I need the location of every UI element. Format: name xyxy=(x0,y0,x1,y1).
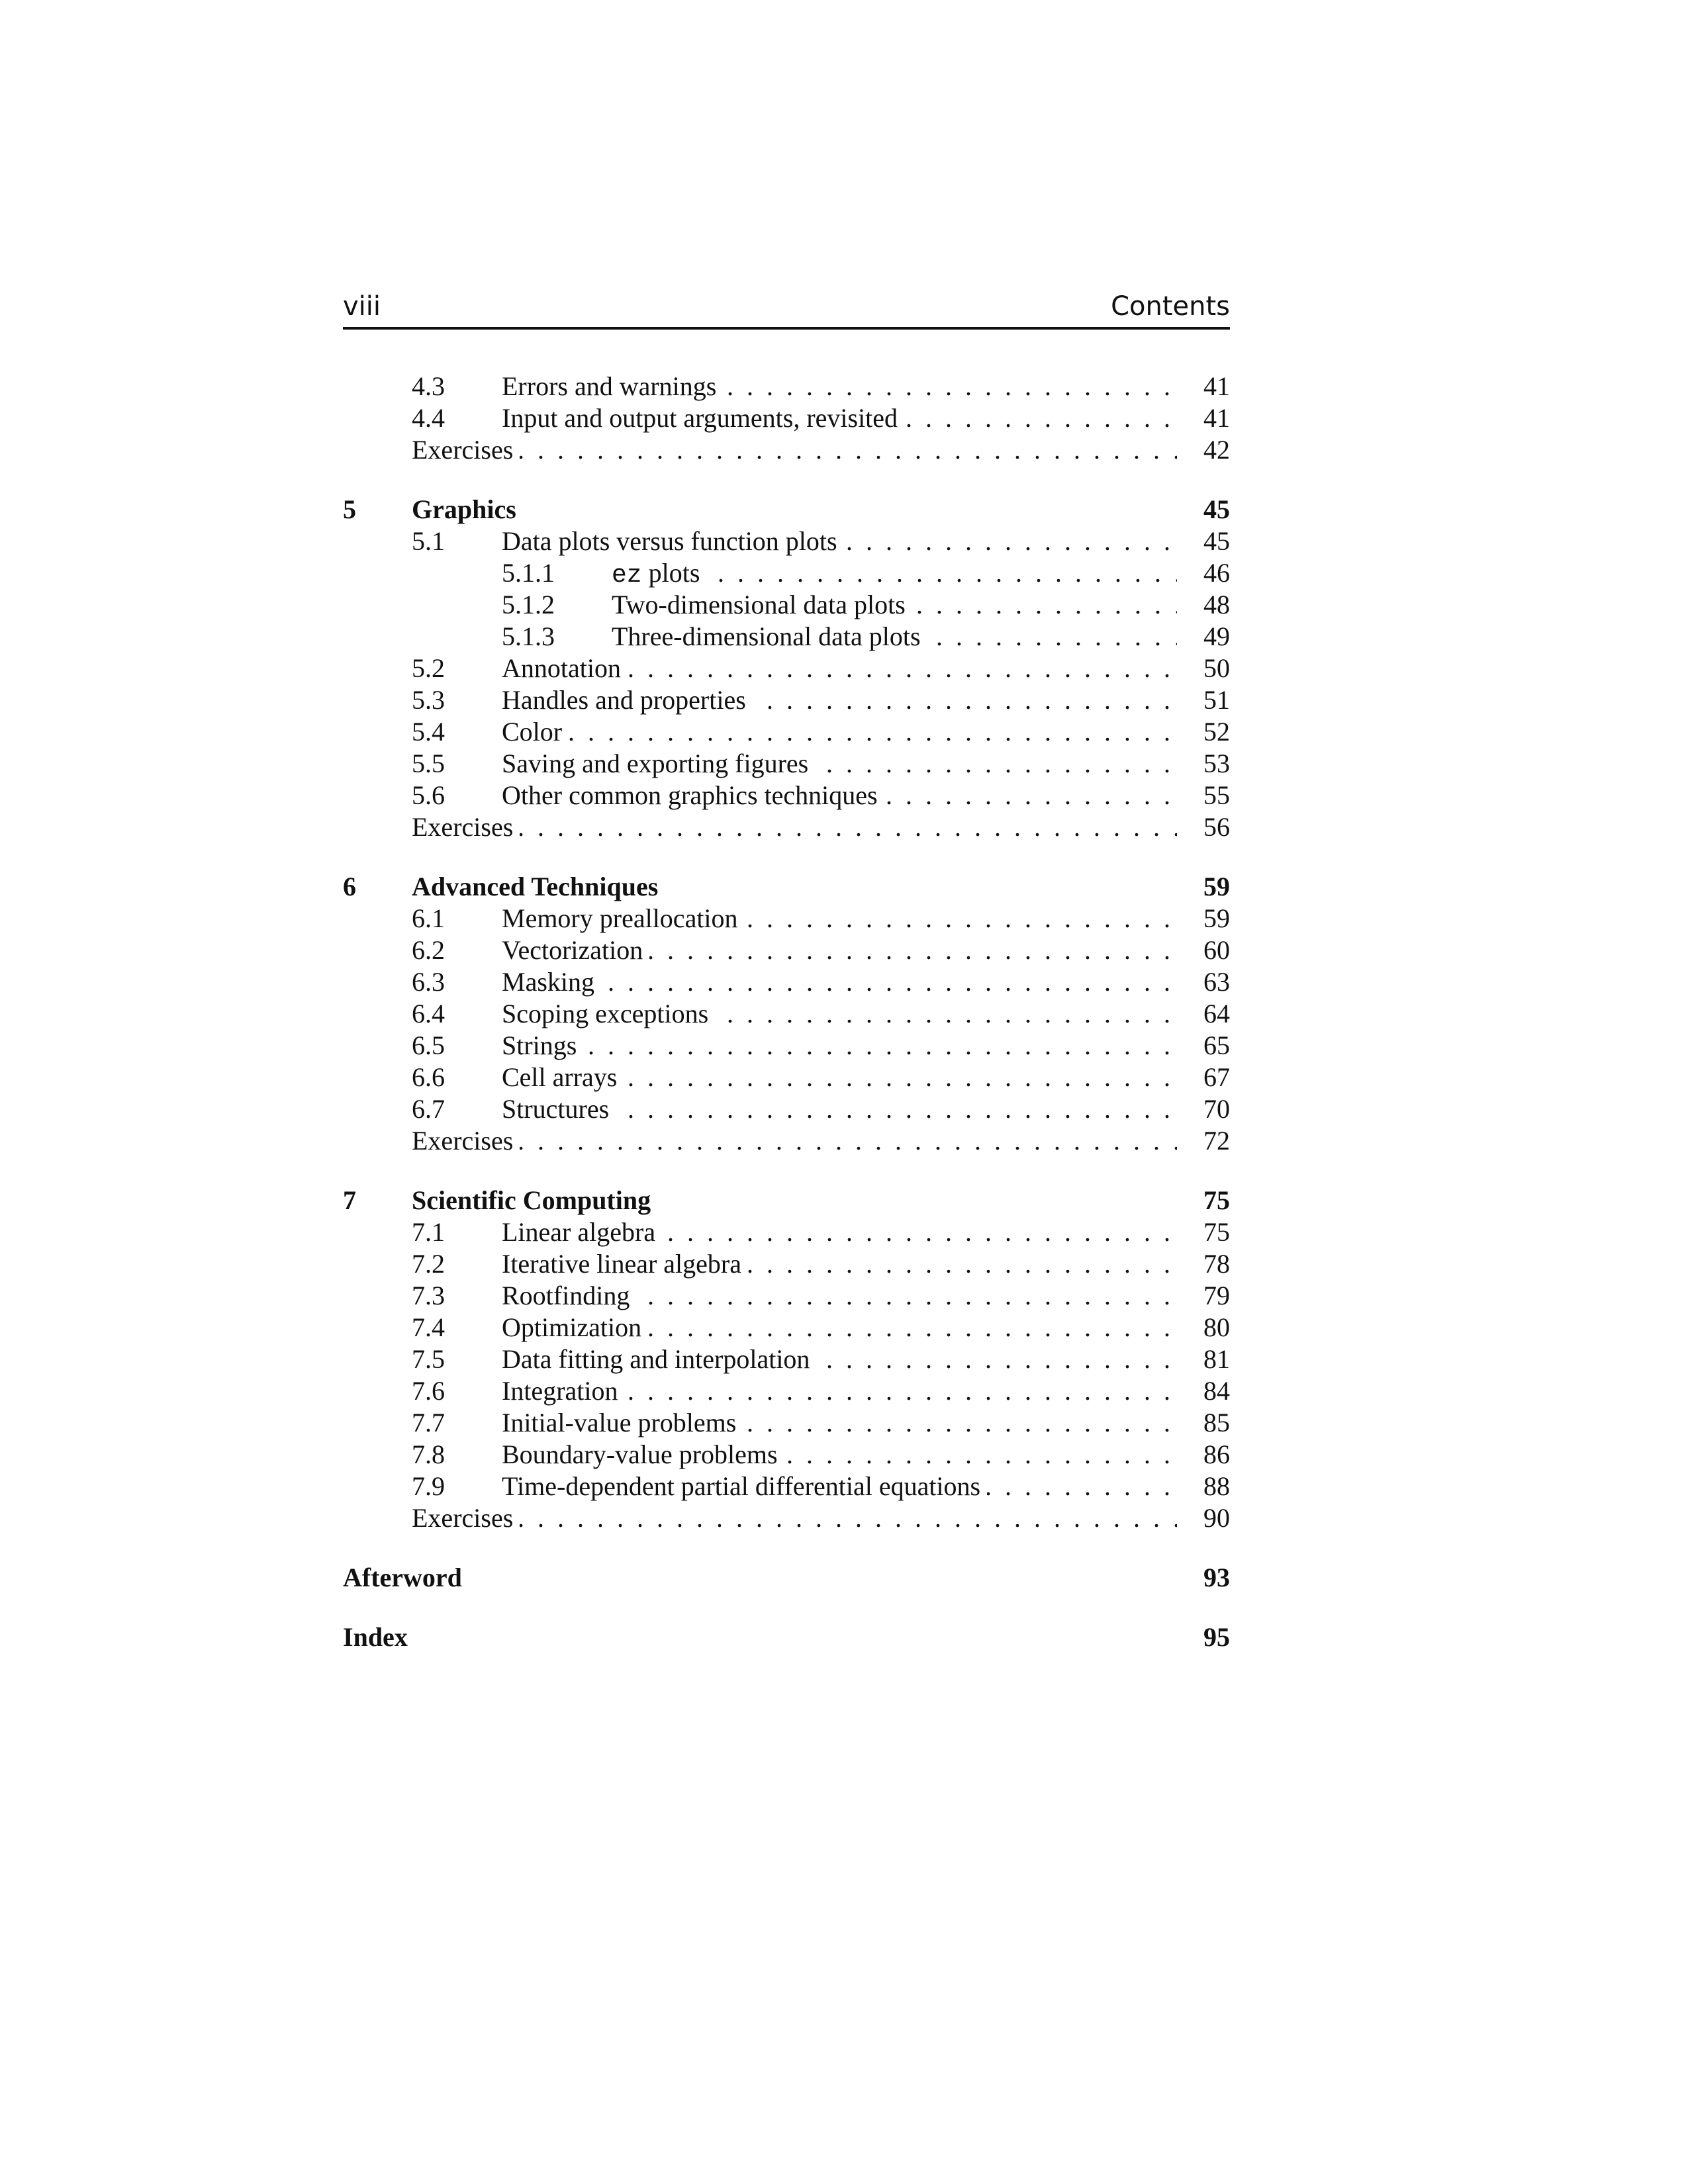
page-number: 79 xyxy=(1184,1280,1230,1312)
section-number: 5.2 xyxy=(412,653,445,683)
page-number: 45 xyxy=(1184,525,1230,557)
section-title: Iterative linear algebra xyxy=(502,1249,748,1279)
toc-entry-5-2[interactable] xyxy=(343,653,1230,684)
subsection-title: Three-dimensional data plots xyxy=(612,621,927,651)
section-number: 4.4 xyxy=(412,403,445,433)
section-title: Data plots versus function plots xyxy=(502,526,844,556)
page-number: 49 xyxy=(1184,621,1230,653)
section-number: 7.9 xyxy=(412,1471,445,1501)
section-number: 4.3 xyxy=(412,371,445,401)
section-title: Time-dependent partial differential equations xyxy=(502,1471,987,1501)
toc-entry-5-4[interactable] xyxy=(343,716,1230,748)
section-number: 5.1 xyxy=(412,526,445,556)
backmatter-title: Index xyxy=(343,1622,408,1652)
page-number: 75 xyxy=(1184,1216,1230,1248)
page-number: 64 xyxy=(1184,998,1230,1030)
toc-entry-6-6[interactable] xyxy=(343,1062,1230,1093)
page-number: 90 xyxy=(1184,1502,1230,1534)
section-number: 5.4 xyxy=(412,717,445,747)
page-number: 72 xyxy=(1184,1125,1230,1157)
toc-index[interactable] xyxy=(343,1621,1230,1653)
toc-entry-7-6[interactable] xyxy=(343,1375,1230,1407)
page-number: 67 xyxy=(1184,1062,1230,1093)
section-title: Masking xyxy=(502,967,601,997)
page-number: 45 xyxy=(1193,494,1230,525)
toc-entry-exercises-4[interactable] xyxy=(343,434,1230,466)
page-number: 60 xyxy=(1184,934,1230,966)
toc-entry-4-3[interactable] xyxy=(343,371,1230,402)
toc-entry-6-3[interactable] xyxy=(343,966,1230,998)
toc-entry-exercises-5[interactable] xyxy=(343,811,1230,843)
page-number: 50 xyxy=(1184,653,1230,684)
backmatter-title: Afterword xyxy=(343,1563,462,1592)
section-number: 6.6 xyxy=(412,1062,445,1092)
section-title: Rootfinding xyxy=(502,1281,636,1310)
toc-entry-5-1-3[interactable] xyxy=(343,621,1230,653)
subsection-number: 5.1.1 xyxy=(502,558,555,588)
section-title: Integration xyxy=(502,1376,625,1406)
subsection-number: 5.1.3 xyxy=(502,621,555,651)
toc-entry-6-2[interactable] xyxy=(343,934,1230,966)
section-number: 6.1 xyxy=(412,903,445,933)
toc-entry-5-1-2[interactable] xyxy=(343,589,1230,621)
page-number: 86 xyxy=(1184,1439,1230,1471)
table-of-contents xyxy=(343,371,1230,1653)
section-title: Scoping exceptions xyxy=(502,999,715,1028)
section-title: Handles and properties xyxy=(502,685,753,715)
page-number: 55 xyxy=(1184,780,1230,811)
section-title: Exercises xyxy=(412,812,520,842)
page-number: 52 xyxy=(1184,716,1230,748)
page-number: 75 xyxy=(1193,1185,1230,1216)
toc-entry-exercises-7[interactable] xyxy=(343,1502,1230,1534)
section-title: Structures xyxy=(502,1094,616,1124)
section-title: Initial-value problems xyxy=(502,1408,743,1437)
page-number: 93 xyxy=(1193,1562,1230,1594)
section-title: Vectorization xyxy=(502,935,649,965)
toc-entry-5-3[interactable] xyxy=(343,684,1230,716)
page-number: 41 xyxy=(1184,402,1230,434)
toc-entry-exercises-6[interactable] xyxy=(343,1125,1230,1157)
section-number: 5.5 xyxy=(412,749,445,778)
section-title: Other common graphics techniques xyxy=(502,780,884,810)
section-number: 6.5 xyxy=(412,1030,445,1060)
toc-entry-5-1[interactable] xyxy=(343,525,1230,557)
page-number: 56 xyxy=(1184,811,1230,843)
page-number: 70 xyxy=(1184,1093,1230,1125)
page-number: 63 xyxy=(1184,966,1230,998)
section-number: 5.3 xyxy=(412,685,445,715)
section-number: 6.2 xyxy=(412,935,445,965)
section-title: Strings xyxy=(502,1030,583,1060)
section-number: 7.7 xyxy=(412,1408,445,1437)
section-title: Linear algebra xyxy=(502,1217,662,1247)
section-number: 7.6 xyxy=(412,1376,445,1406)
page-number: 59 xyxy=(1193,871,1230,903)
toc-entry-5-1-1[interactable] xyxy=(343,557,1230,589)
toc-entry-7-9[interactable] xyxy=(343,1471,1230,1502)
toc-entry-6-1[interactable] xyxy=(343,903,1230,934)
subsection-number: 5.1.2 xyxy=(502,590,555,619)
section-title: Exercises xyxy=(412,435,520,465)
section-title: Color xyxy=(502,717,569,747)
toc-entry-7-5[interactable] xyxy=(343,1343,1230,1375)
toc-afterword[interactable] xyxy=(343,1562,1230,1594)
subsection-title-text: plots xyxy=(641,558,700,588)
toc-entry-7-4[interactable] xyxy=(343,1312,1230,1343)
page-number: 88 xyxy=(1184,1471,1230,1502)
running-head xyxy=(343,290,1230,324)
page-number: 85 xyxy=(1184,1407,1230,1439)
toc-entry-7-7[interactable] xyxy=(343,1407,1230,1439)
toc-entry-4-4[interactable] xyxy=(343,402,1230,434)
toc-entry-5-5[interactable] xyxy=(343,748,1230,780)
section-number: 6.4 xyxy=(412,999,445,1028)
page-number: 80 xyxy=(1184,1312,1230,1343)
section-number: 7.5 xyxy=(412,1344,445,1374)
book-page xyxy=(343,0,1230,2184)
toc-entry-6-4[interactable] xyxy=(343,998,1230,1030)
toc-entry-6-7[interactable] xyxy=(343,1093,1230,1125)
toc-chapter-6[interactable] xyxy=(343,871,1230,903)
section-number: 7.4 xyxy=(412,1312,445,1342)
section-number: 6.3 xyxy=(412,967,445,997)
section-number: 6.7 xyxy=(412,1094,445,1124)
section-title: Data fitting and interpolation xyxy=(502,1344,816,1374)
section-title: Errors and warnings xyxy=(502,371,723,401)
section-number: 5.6 xyxy=(412,780,445,810)
section-title: Memory preallocation xyxy=(502,903,745,933)
page-number: 95 xyxy=(1193,1621,1230,1653)
section-title: Optimization xyxy=(502,1312,648,1342)
toc-entry-7-3[interactable] xyxy=(343,1280,1230,1312)
subsection-title: Two-dimensional data plots xyxy=(612,590,912,619)
subsection-title xyxy=(612,558,706,588)
page-number: 46 xyxy=(1184,557,1230,589)
toc-entry-7-1[interactable] xyxy=(343,1216,1230,1248)
page-number: 53 xyxy=(1184,748,1230,780)
chapter-title: Graphics xyxy=(412,494,516,524)
page-folio: viii xyxy=(343,291,381,322)
chapter-number: 6 xyxy=(343,872,356,901)
page-number: 65 xyxy=(1184,1030,1230,1062)
toc-chapter-7[interactable] xyxy=(343,1185,1230,1216)
page-number: 51 xyxy=(1184,684,1230,716)
toc-entry-6-5[interactable] xyxy=(343,1030,1230,1062)
toc-entry-7-8[interactable] xyxy=(343,1439,1230,1471)
toc-entry-5-6[interactable] xyxy=(343,780,1230,811)
page-number: 42 xyxy=(1184,434,1230,466)
running-head-title: Contents xyxy=(1111,291,1230,322)
page-number: 41 xyxy=(1184,371,1230,402)
section-number: 7.8 xyxy=(412,1439,445,1469)
page-number: 59 xyxy=(1184,903,1230,934)
chapter-number: 5 xyxy=(343,494,356,524)
chapter-title: Advanced Techniques xyxy=(412,872,659,901)
section-title: Boundary-value problems xyxy=(502,1439,784,1469)
section-title: Exercises xyxy=(412,1126,520,1156)
toc-entry-7-2[interactable] xyxy=(343,1248,1230,1280)
section-number: 7.1 xyxy=(412,1217,445,1247)
section-number: 7.3 xyxy=(412,1281,445,1310)
chapter-number: 7 xyxy=(343,1185,356,1215)
chapter-title: Scientific Computing xyxy=(412,1185,651,1215)
code-term: ez xyxy=(612,561,642,589)
toc-chapter-5[interactable] xyxy=(343,494,1230,525)
section-number: 7.2 xyxy=(412,1249,445,1279)
section-title: Saving and exporting figures xyxy=(502,749,815,778)
section-title: Exercises xyxy=(412,1503,520,1533)
page-number: 78 xyxy=(1184,1248,1230,1280)
header-rule xyxy=(343,327,1230,330)
page-number: 81 xyxy=(1184,1343,1230,1375)
page-number: 84 xyxy=(1184,1375,1230,1407)
page-number: 48 xyxy=(1184,589,1230,621)
section-title: Input and output arguments, revisited xyxy=(502,403,904,433)
section-title: Annotation xyxy=(502,653,628,683)
section-title: Cell arrays xyxy=(502,1062,624,1092)
